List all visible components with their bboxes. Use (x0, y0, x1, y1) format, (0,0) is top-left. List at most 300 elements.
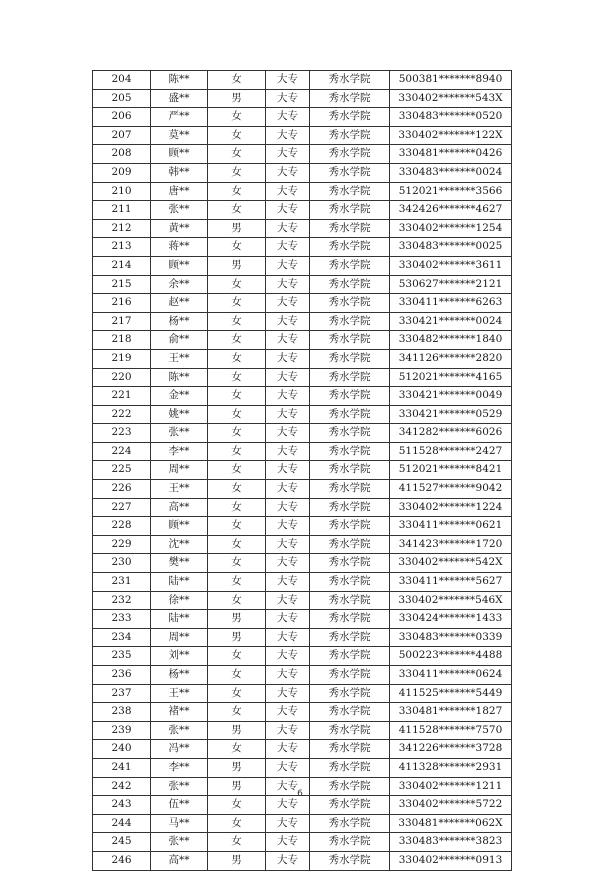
id-number-cell: 330411*******5627 (390, 573, 512, 592)
education-cell: 大专 (266, 71, 310, 90)
serial-number-cell: 210 (93, 182, 151, 201)
table-row (93, 238, 512, 257)
gender-cell: 女 (208, 480, 266, 499)
name-cell: 余** (151, 275, 208, 294)
school-cell: 秀水学院 (310, 666, 390, 685)
gender-cell: 女 (208, 814, 266, 833)
serial-number-cell: 204 (93, 71, 151, 90)
id-number-cell: 411528*******7570 (390, 721, 512, 740)
table-row (93, 666, 512, 685)
school-cell: 秀水学院 (310, 610, 390, 629)
school-cell: 秀水学院 (310, 89, 390, 108)
table-row (93, 480, 512, 499)
serial-number-cell: 224 (93, 442, 151, 461)
school-cell: 秀水学院 (310, 182, 390, 201)
id-number-cell: 530627*******2121 (390, 275, 512, 294)
serial-number-cell: 231 (93, 573, 151, 592)
id-number-cell: 330402*******543X (390, 89, 512, 108)
gender-cell: 男 (208, 610, 266, 629)
table-row (93, 833, 512, 852)
school-cell: 秀水学院 (310, 368, 390, 387)
education-cell: 大专 (266, 591, 310, 610)
school-cell: 秀水学院 (310, 740, 390, 759)
name-cell: 严** (151, 108, 208, 127)
education-cell: 大专 (266, 238, 310, 257)
id-number-cell: 330402*******3611 (390, 256, 512, 275)
gender-cell: 男 (208, 721, 266, 740)
table-row (93, 294, 512, 313)
gender-cell: 女 (208, 201, 266, 220)
school-cell: 秀水学院 (310, 535, 390, 554)
name-cell: 李** (151, 442, 208, 461)
name-cell: 高** (151, 851, 208, 870)
school-cell: 秀水学院 (310, 349, 390, 368)
education-cell: 大专 (266, 368, 310, 387)
serial-number-cell: 227 (93, 498, 151, 517)
table-row (93, 405, 512, 424)
school-cell: 秀水学院 (310, 573, 390, 592)
table-row (93, 573, 512, 592)
serial-number-cell: 246 (93, 851, 151, 870)
name-cell: 顾** (151, 256, 208, 275)
name-cell: 杨** (151, 312, 208, 331)
serial-number-cell: 214 (93, 256, 151, 275)
name-cell: 伍** (151, 796, 208, 815)
school-cell: 秀水学院 (310, 275, 390, 294)
name-cell: 刘** (151, 647, 208, 666)
education-cell: 大专 (266, 498, 310, 517)
school-cell: 秀水学院 (310, 777, 390, 796)
education-cell: 大专 (266, 851, 310, 870)
gender-cell: 男 (208, 219, 266, 238)
education-cell: 大专 (266, 405, 310, 424)
education-cell: 大专 (266, 628, 310, 647)
education-cell: 大专 (266, 108, 310, 127)
id-number-cell: 330424*******1433 (390, 610, 512, 629)
gender-cell: 女 (208, 498, 266, 517)
name-cell: 张** (151, 201, 208, 220)
table-row (93, 498, 512, 517)
id-number-cell: 500381*******8940 (390, 71, 512, 90)
table-row (93, 721, 512, 740)
serial-number-cell: 238 (93, 703, 151, 722)
gender-cell: 女 (208, 647, 266, 666)
name-cell: 黄** (151, 219, 208, 238)
education-cell: 大专 (266, 461, 310, 480)
school-cell: 秀水学院 (310, 758, 390, 777)
id-number-cell: 500223*******4488 (390, 647, 512, 666)
name-cell: 王** (151, 349, 208, 368)
gender-cell: 女 (208, 535, 266, 554)
education-cell: 大专 (266, 387, 310, 406)
gender-cell: 女 (208, 182, 266, 201)
id-number-cell: 342426*******4627 (390, 201, 512, 220)
id-number-cell: 330481*******0426 (390, 145, 512, 164)
name-cell: 陆** (151, 573, 208, 592)
education-cell: 大专 (266, 758, 310, 777)
table-row (93, 851, 512, 870)
gender-cell: 女 (208, 387, 266, 406)
gender-cell: 女 (208, 349, 266, 368)
table-row (93, 71, 512, 90)
name-cell: 徐** (151, 591, 208, 610)
id-number-cell: 511528*******2427 (390, 442, 512, 461)
school-cell: 秀水学院 (310, 833, 390, 852)
school-cell: 秀水学院 (310, 126, 390, 145)
name-cell: 莫** (151, 126, 208, 145)
education-cell: 大专 (266, 256, 310, 275)
gender-cell: 女 (208, 703, 266, 722)
name-cell: 周** (151, 628, 208, 647)
table-row (93, 535, 512, 554)
table-row (93, 145, 512, 164)
serial-number-cell: 229 (93, 535, 151, 554)
education-cell: 大专 (266, 331, 310, 350)
id-number-cell: 341282*******6026 (390, 424, 512, 443)
gender-cell: 女 (208, 796, 266, 815)
school-cell: 秀水学院 (310, 498, 390, 517)
table-row (93, 331, 512, 350)
school-cell: 秀水学院 (310, 238, 390, 257)
name-cell: 陆** (151, 610, 208, 629)
id-number-cell: 330483*******0025 (390, 238, 512, 257)
education-cell: 大专 (266, 424, 310, 443)
table-row (93, 461, 512, 480)
education-cell: 大专 (266, 349, 310, 368)
gender-cell: 女 (208, 238, 266, 257)
school-cell: 秀水学院 (310, 219, 390, 238)
school-cell: 秀水学院 (310, 721, 390, 740)
school-cell: 秀水学院 (310, 424, 390, 443)
serial-number-cell: 222 (93, 405, 151, 424)
education-cell: 大专 (266, 163, 310, 182)
id-number-cell: 330411*******0621 (390, 517, 512, 536)
id-number-cell: 330421*******0024 (390, 312, 512, 331)
name-cell: 赵** (151, 294, 208, 313)
education-cell: 大专 (266, 573, 310, 592)
table-row (93, 647, 512, 666)
name-cell: 褚** (151, 703, 208, 722)
gender-cell: 女 (208, 424, 266, 443)
name-cell: 唐** (151, 182, 208, 201)
education-cell: 大专 (266, 275, 310, 294)
name-cell: 顾** (151, 145, 208, 164)
school-cell: 秀水学院 (310, 628, 390, 647)
education-cell: 大专 (266, 517, 310, 536)
serial-number-cell: 234 (93, 628, 151, 647)
school-cell: 秀水学院 (310, 796, 390, 815)
name-cell: 顾** (151, 517, 208, 536)
serial-number-cell: 206 (93, 108, 151, 127)
table-row (93, 684, 512, 703)
serial-number-cell: 230 (93, 554, 151, 573)
id-number-cell: 330483*******0024 (390, 163, 512, 182)
gender-cell: 男 (208, 777, 266, 796)
name-cell: 冯** (151, 740, 208, 759)
name-cell: 张** (151, 777, 208, 796)
id-number-cell: 330402*******1211 (390, 777, 512, 796)
school-cell: 秀水学院 (310, 442, 390, 461)
school-cell: 秀水学院 (310, 108, 390, 127)
name-cell: 陈** (151, 71, 208, 90)
serial-number-cell: 208 (93, 145, 151, 164)
gender-cell: 女 (208, 591, 266, 610)
serial-number-cell: 212 (93, 219, 151, 238)
id-number-cell: 330421*******0529 (390, 405, 512, 424)
table-row (93, 349, 512, 368)
school-cell: 秀水学院 (310, 684, 390, 703)
education-cell: 大专 (266, 814, 310, 833)
table-row (93, 275, 512, 294)
gender-cell: 女 (208, 554, 266, 573)
id-number-cell: 330421*******0049 (390, 387, 512, 406)
id-number-cell: 512021*******8421 (390, 461, 512, 480)
education-cell: 大专 (266, 126, 310, 145)
id-number-cell: 330402*******5722 (390, 796, 512, 815)
serial-number-cell: 223 (93, 424, 151, 443)
education-cell: 大专 (266, 610, 310, 629)
gender-cell: 女 (208, 666, 266, 685)
gender-cell: 女 (208, 331, 266, 350)
name-cell: 俞** (151, 331, 208, 350)
school-cell: 秀水学院 (310, 647, 390, 666)
gender-cell: 女 (208, 517, 266, 536)
education-cell: 大专 (266, 703, 310, 722)
serial-number-cell: 242 (93, 777, 151, 796)
name-cell: 樊** (151, 554, 208, 573)
name-cell: 蒋** (151, 238, 208, 257)
serial-number-cell: 216 (93, 294, 151, 313)
table-row (93, 89, 512, 108)
name-cell: 韩** (151, 163, 208, 182)
gender-cell: 女 (208, 442, 266, 461)
gender-cell: 女 (208, 312, 266, 331)
table-row (93, 108, 512, 127)
serial-number-cell: 211 (93, 201, 151, 220)
gender-cell: 女 (208, 405, 266, 424)
school-cell: 秀水学院 (310, 517, 390, 536)
id-number-cell: 330402*******546X (390, 591, 512, 610)
gender-cell: 男 (208, 851, 266, 870)
school-cell: 秀水学院 (310, 480, 390, 499)
table-row (93, 628, 512, 647)
education-cell: 大专 (266, 647, 310, 666)
table-row (93, 554, 512, 573)
roster-table (92, 70, 512, 871)
school-cell: 秀水学院 (310, 201, 390, 220)
serial-number-cell: 235 (93, 647, 151, 666)
gender-cell: 男 (208, 628, 266, 647)
serial-number-cell: 220 (93, 368, 151, 387)
education-cell: 大专 (266, 89, 310, 108)
education-cell: 大专 (266, 182, 310, 201)
education-cell: 大专 (266, 312, 310, 331)
serial-number-cell: 243 (93, 796, 151, 815)
id-number-cell: 330481*******062X (390, 814, 512, 833)
name-cell: 王** (151, 480, 208, 499)
gender-cell: 女 (208, 833, 266, 852)
id-number-cell: 330483*******0339 (390, 628, 512, 647)
table-row (93, 703, 512, 722)
education-cell: 大专 (266, 219, 310, 238)
school-cell: 秀水学院 (310, 405, 390, 424)
table-row (93, 387, 512, 406)
serial-number-cell: 239 (93, 721, 151, 740)
name-cell: 杨** (151, 666, 208, 685)
serial-number-cell: 226 (93, 480, 151, 499)
school-cell: 秀水学院 (310, 163, 390, 182)
gender-cell: 女 (208, 740, 266, 759)
school-cell: 秀水学院 (310, 312, 390, 331)
table-row (93, 610, 512, 629)
gender-cell: 女 (208, 294, 266, 313)
education-cell: 大专 (266, 777, 310, 796)
id-number-cell: 512021*******3566 (390, 182, 512, 201)
gender-cell: 女 (208, 461, 266, 480)
serial-number-cell: 221 (93, 387, 151, 406)
school-cell: 秀水学院 (310, 703, 390, 722)
name-cell: 盛** (151, 89, 208, 108)
gender-cell: 男 (208, 89, 266, 108)
gender-cell: 女 (208, 275, 266, 294)
name-cell: 沈** (151, 535, 208, 554)
table-row (93, 219, 512, 238)
serial-number-cell: 228 (93, 517, 151, 536)
school-cell: 秀水学院 (310, 814, 390, 833)
table-row (93, 368, 512, 387)
school-cell: 秀水学院 (310, 591, 390, 610)
id-number-cell: 330402*******542X (390, 554, 512, 573)
table-row (93, 740, 512, 759)
education-cell: 大专 (266, 294, 310, 313)
education-cell: 大专 (266, 442, 310, 461)
id-number-cell: 330482*******1840 (390, 331, 512, 350)
education-cell: 大专 (266, 684, 310, 703)
id-number-cell: 341226*******3728 (390, 740, 512, 759)
serial-number-cell: 218 (93, 331, 151, 350)
serial-number-cell: 205 (93, 89, 151, 108)
gender-cell: 女 (208, 71, 266, 90)
name-cell: 李** (151, 758, 208, 777)
serial-number-cell: 207 (93, 126, 151, 145)
id-number-cell: 330483*******3823 (390, 833, 512, 852)
name-cell: 金** (151, 387, 208, 406)
serial-number-cell: 225 (93, 461, 151, 480)
id-number-cell: 330402*******0913 (390, 851, 512, 870)
page-number: 6 (297, 789, 303, 799)
table-row (93, 256, 512, 275)
table-row (93, 312, 512, 331)
serial-number-cell: 240 (93, 740, 151, 759)
table-row (93, 424, 512, 443)
id-number-cell: 330402*******1224 (390, 498, 512, 517)
name-cell: 马** (151, 814, 208, 833)
school-cell: 秀水学院 (310, 145, 390, 164)
school-cell: 秀水学院 (310, 851, 390, 870)
gender-cell: 女 (208, 684, 266, 703)
id-number-cell: 411525*******5449 (390, 684, 512, 703)
name-cell: 姚** (151, 405, 208, 424)
education-cell: 大专 (266, 480, 310, 499)
education-cell: 大专 (266, 833, 310, 852)
gender-cell: 男 (208, 758, 266, 777)
table-row (93, 517, 512, 536)
name-cell: 王** (151, 684, 208, 703)
id-number-cell: 341423*******1720 (390, 535, 512, 554)
education-cell: 大专 (266, 554, 310, 573)
gender-cell: 女 (208, 126, 266, 145)
id-number-cell: 512021*******4165 (390, 368, 512, 387)
serial-number-cell: 237 (93, 684, 151, 703)
education-cell: 大专 (266, 666, 310, 685)
serial-number-cell: 232 (93, 591, 151, 610)
serial-number-cell: 213 (93, 238, 151, 257)
table-row (93, 182, 512, 201)
gender-cell: 女 (208, 108, 266, 127)
name-cell: 周** (151, 461, 208, 480)
name-cell: 张** (151, 424, 208, 443)
gender-cell: 女 (208, 573, 266, 592)
id-number-cell: 411328*******2931 (390, 758, 512, 777)
id-number-cell: 330402*******122X (390, 126, 512, 145)
table-row (93, 163, 512, 182)
school-cell: 秀水学院 (310, 331, 390, 350)
roster-page (92, 70, 511, 871)
serial-number-cell: 236 (93, 666, 151, 685)
serial-number-cell: 241 (93, 758, 151, 777)
id-number-cell: 330411*******0624 (390, 666, 512, 685)
school-cell: 秀水学院 (310, 294, 390, 313)
id-number-cell: 330402*******1254 (390, 219, 512, 238)
serial-number-cell: 217 (93, 312, 151, 331)
id-number-cell: 330411*******6263 (390, 294, 512, 313)
name-cell: 张** (151, 721, 208, 740)
education-cell: 大专 (266, 740, 310, 759)
serial-number-cell: 233 (93, 610, 151, 629)
gender-cell: 女 (208, 145, 266, 164)
serial-number-cell: 215 (93, 275, 151, 294)
name-cell: 张** (151, 833, 208, 852)
id-number-cell: 341126*******2820 (390, 349, 512, 368)
education-cell: 大专 (266, 796, 310, 815)
name-cell: 陈** (151, 368, 208, 387)
table-row (93, 591, 512, 610)
education-cell: 大专 (266, 145, 310, 164)
id-number-cell: 330483*******0520 (390, 108, 512, 127)
school-cell: 秀水学院 (310, 387, 390, 406)
serial-number-cell: 245 (93, 833, 151, 852)
school-cell: 秀水学院 (310, 256, 390, 275)
id-number-cell: 330481*******1827 (390, 703, 512, 722)
gender-cell: 男 (208, 256, 266, 275)
education-cell: 大专 (266, 721, 310, 740)
gender-cell: 女 (208, 163, 266, 182)
roster-table-body (93, 71, 512, 871)
serial-number-cell: 219 (93, 349, 151, 368)
gender-cell: 女 (208, 368, 266, 387)
table-row (93, 126, 512, 145)
table-row (93, 758, 512, 777)
education-cell: 大专 (266, 535, 310, 554)
serial-number-cell: 209 (93, 163, 151, 182)
school-cell: 秀水学院 (310, 71, 390, 90)
school-cell: 秀水学院 (310, 461, 390, 480)
education-cell: 大专 (266, 201, 310, 220)
id-number-cell: 411527*******9042 (390, 480, 512, 499)
serial-number-cell: 244 (93, 814, 151, 833)
table-row (93, 814, 512, 833)
school-cell: 秀水学院 (310, 554, 390, 573)
